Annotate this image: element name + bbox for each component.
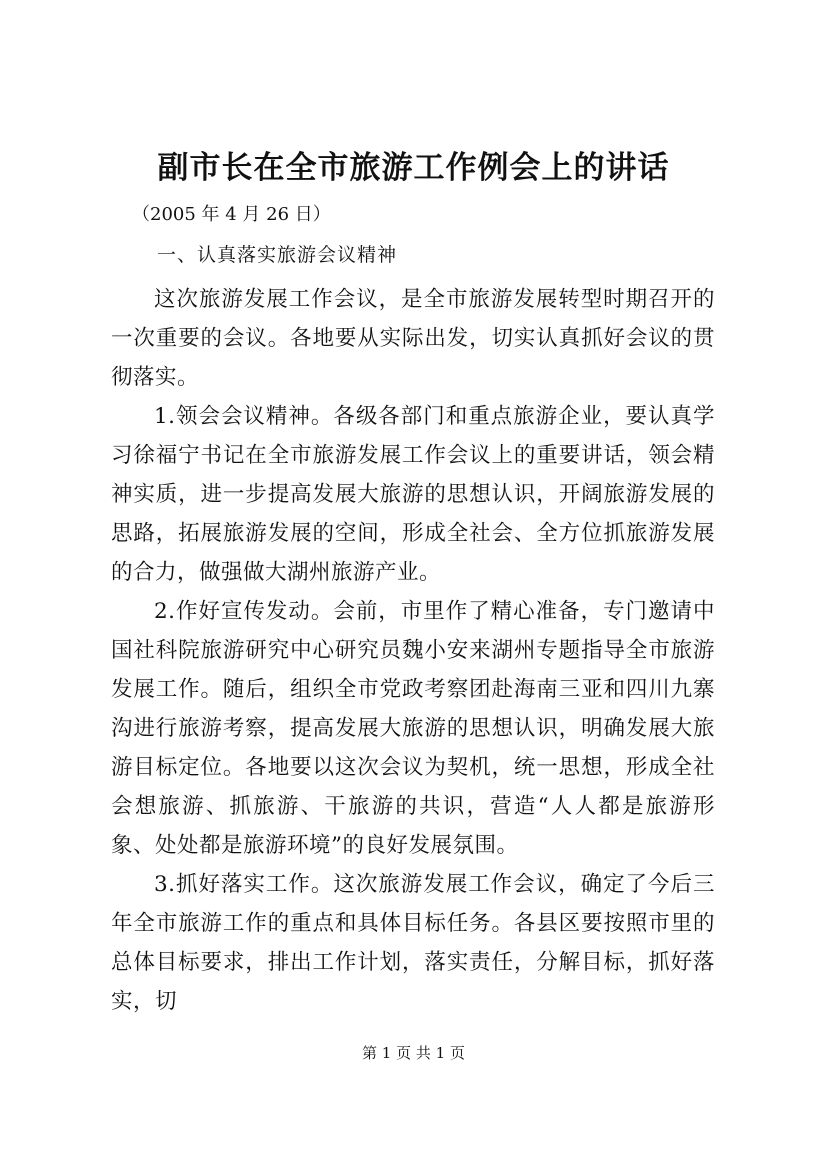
paragraph: 3.抓好落实工作。这次旅游发展工作会议，确定了今后三年全市旅游工作的重点和具体目标任务。各县区要按照市里的总体目标要求，排出工作计划，落实责任，分解目标，抓好落实，切 (111, 872, 715, 1014)
document-title: 副市长在全市旅游工作例会上的讲话 (157, 150, 670, 186)
section-heading: 一、认真落实旅游会议精神 (157, 244, 398, 266)
paragraph: 这次旅游发展工作会议，是全市旅游发展转型时期召开的一次重要的会议。各地要从实际出发，切实认真抓好会议的贯彻落实。 (111, 287, 715, 390)
page-footer: 第 1 页 共 1 页 (362, 1044, 465, 1062)
speech-date: （2005 年 4 月 26 日） (132, 204, 331, 225)
paragraph: 2.作好宣传发动。会前，市里作了精心准备，专门邀请中国社科院旅游研究中心研究员魏小安来湖州专题指导全市旅游发展工作。随后，组织全市党政考察团赴海南三亚和四川九寨沟进行旅游考察，提高发展大旅游的思想认识，明确发展大旅游目标定位。各地要以这次会议为契机，统一思想，形成全社会想旅游、抓旅游、干旅游的共识，营造“人人都是旅游形象、处处都是旅游环境”的良好发展氛围。 (111, 599, 715, 858)
paragraph: 1.领会会议精神。各级各部门和重点旅游企业，要认真学习徐福宁书记在全市旅游发展工作会议上的重要讲话，领会精神实质，进一步提高发展大旅游的思想认识，开阔旅游发展的思路，拓展旅游发展的空间，形成全社会、全方位抓旅游发展的合力，做强做大湖州旅游产业。 (111, 404, 715, 585)
document-body (111, 280, 715, 1021)
